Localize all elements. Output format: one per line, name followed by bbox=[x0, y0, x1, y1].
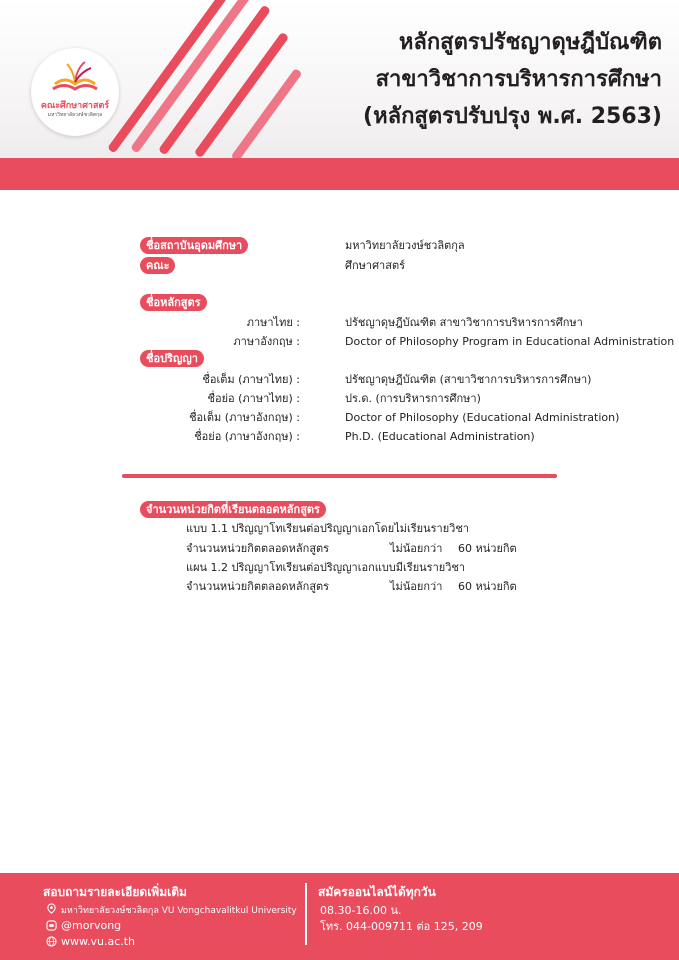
degree-row-value: Ph.D. (Educational Administration) bbox=[345, 430, 535, 443]
program-thai-value: ปรัชญาดุษฎีบัณฑิต สาขาวิชาการบริหารการศึกษา bbox=[345, 316, 583, 329]
faculty-label: คณะ bbox=[140, 257, 175, 274]
footer-website[interactable]: www.vu.ac.th bbox=[61, 935, 136, 948]
globe-icon bbox=[46, 936, 57, 947]
footer-address: มหาวิทยาลัยวงษ์ชวลิตกุล VU Vongchavalitkul University bbox=[61, 906, 297, 916]
university-label: ชื่อสถาบันอุดมศึกษา bbox=[140, 237, 248, 254]
degree-row-label: ชื่อเต็ม (ภาษาอังกฤษ) : bbox=[189, 411, 300, 424]
logo-subtitle: มหาวิทยาลัยวงษ์ชวลิตกุล bbox=[47, 112, 103, 118]
plan-title: แบบ 1.1 ปริญญาโทเรียนต่อปริญญาเอกโดยไม่เรียนรายวิชา bbox=[186, 522, 469, 535]
logo-name: คณะศึกษาศาสตร์ bbox=[40, 101, 110, 111]
apply-title: สมัครออนไลน์ได้ทุกวัน bbox=[318, 885, 436, 899]
line-app-icon bbox=[46, 920, 57, 931]
faculty-value: ศึกษาศาสตร์ bbox=[345, 259, 405, 272]
degree-row-label: ชื่อย่อ (ภาษาอังกฤษ) : bbox=[194, 430, 300, 443]
footer-line-id: @morvong bbox=[61, 919, 122, 932]
faculty-logo bbox=[31, 48, 119, 136]
location-pin-icon bbox=[46, 903, 57, 914]
phone-number[interactable]: โทร. 044-009711 ต่อ 125, 209 bbox=[320, 920, 483, 933]
title-line-3: (หลักสูตรปรับปรุง พ.ศ. 2563) bbox=[363, 104, 662, 129]
inquiry-title: สอบถามรายละเอียดเพิ่มเติม bbox=[43, 885, 187, 899]
program-name-label: ชื่อหลักสูตร bbox=[140, 294, 207, 311]
decorative-stripe bbox=[130, 0, 255, 154]
header bbox=[0, 0, 679, 190]
plan-min-label: ไม่น้อยกว่า bbox=[390, 580, 443, 593]
program-english-label: ภาษาอังกฤษ : bbox=[233, 335, 300, 348]
degree-row-label: ชื่อย่อ (ภาษาไทย) : bbox=[207, 392, 300, 405]
degree-row-label: ชื่อเต็ม (ภาษาไทย) : bbox=[202, 373, 300, 386]
plan-title: แผน 1.2 ปริญญาโทเรียนต่อปริญญาเอกแบบมีเรียนรายวิชา bbox=[186, 561, 466, 574]
decorative-stripe bbox=[231, 68, 303, 162]
plan-credits: 60 หน่วยกิต bbox=[458, 580, 517, 593]
title-line-2: สาขาวิชาการบริหารการศึกษา bbox=[375, 67, 662, 92]
degree-name-label: ชื่อปริญญา bbox=[140, 350, 204, 367]
program-english-value: Doctor of Philosophy Program in Educational Administration bbox=[345, 335, 675, 348]
footer bbox=[0, 873, 679, 960]
plan-min-label: ไม่น้อยกว่า bbox=[390, 542, 443, 555]
credits-label: จำนวนหน่วยกิตที่เรียนตลอดหลักสูตร bbox=[140, 501, 326, 518]
degree-row-value: Doctor of Philosophy (Educational Administration) bbox=[345, 411, 620, 424]
plan-credits: 60 หน่วยกิต bbox=[458, 542, 517, 555]
page-title bbox=[363, 24, 662, 135]
open-book-icon bbox=[47, 58, 103, 98]
footer-divider bbox=[305, 883, 307, 945]
title-line-1: หลักสูตรปรัชญาดุษฎีบัณฑิต bbox=[398, 30, 662, 55]
plan-total-label: จำนวนหน่วยกิตตลอดหลักสูตร bbox=[186, 542, 330, 555]
program-thai-label: ภาษาไทย : bbox=[246, 316, 300, 329]
office-hours: 08.30-16.00 น. bbox=[320, 904, 402, 917]
header-band bbox=[0, 158, 679, 190]
plan-total-label: จำนวนหน่วยกิตตลอดหลักสูตร bbox=[186, 580, 330, 593]
degree-row-value: ปร.ด. (การบริหารการศึกษา) bbox=[345, 392, 481, 405]
degree-row-value: ปรัชญาดุษฎีบัณฑิต (สาขาวิชาการบริหารการศึกษา) bbox=[345, 373, 592, 386]
university-value: มหาวิทยาลัยวงษ์ชวลิตกุล bbox=[345, 239, 465, 252]
section-divider bbox=[122, 474, 557, 478]
